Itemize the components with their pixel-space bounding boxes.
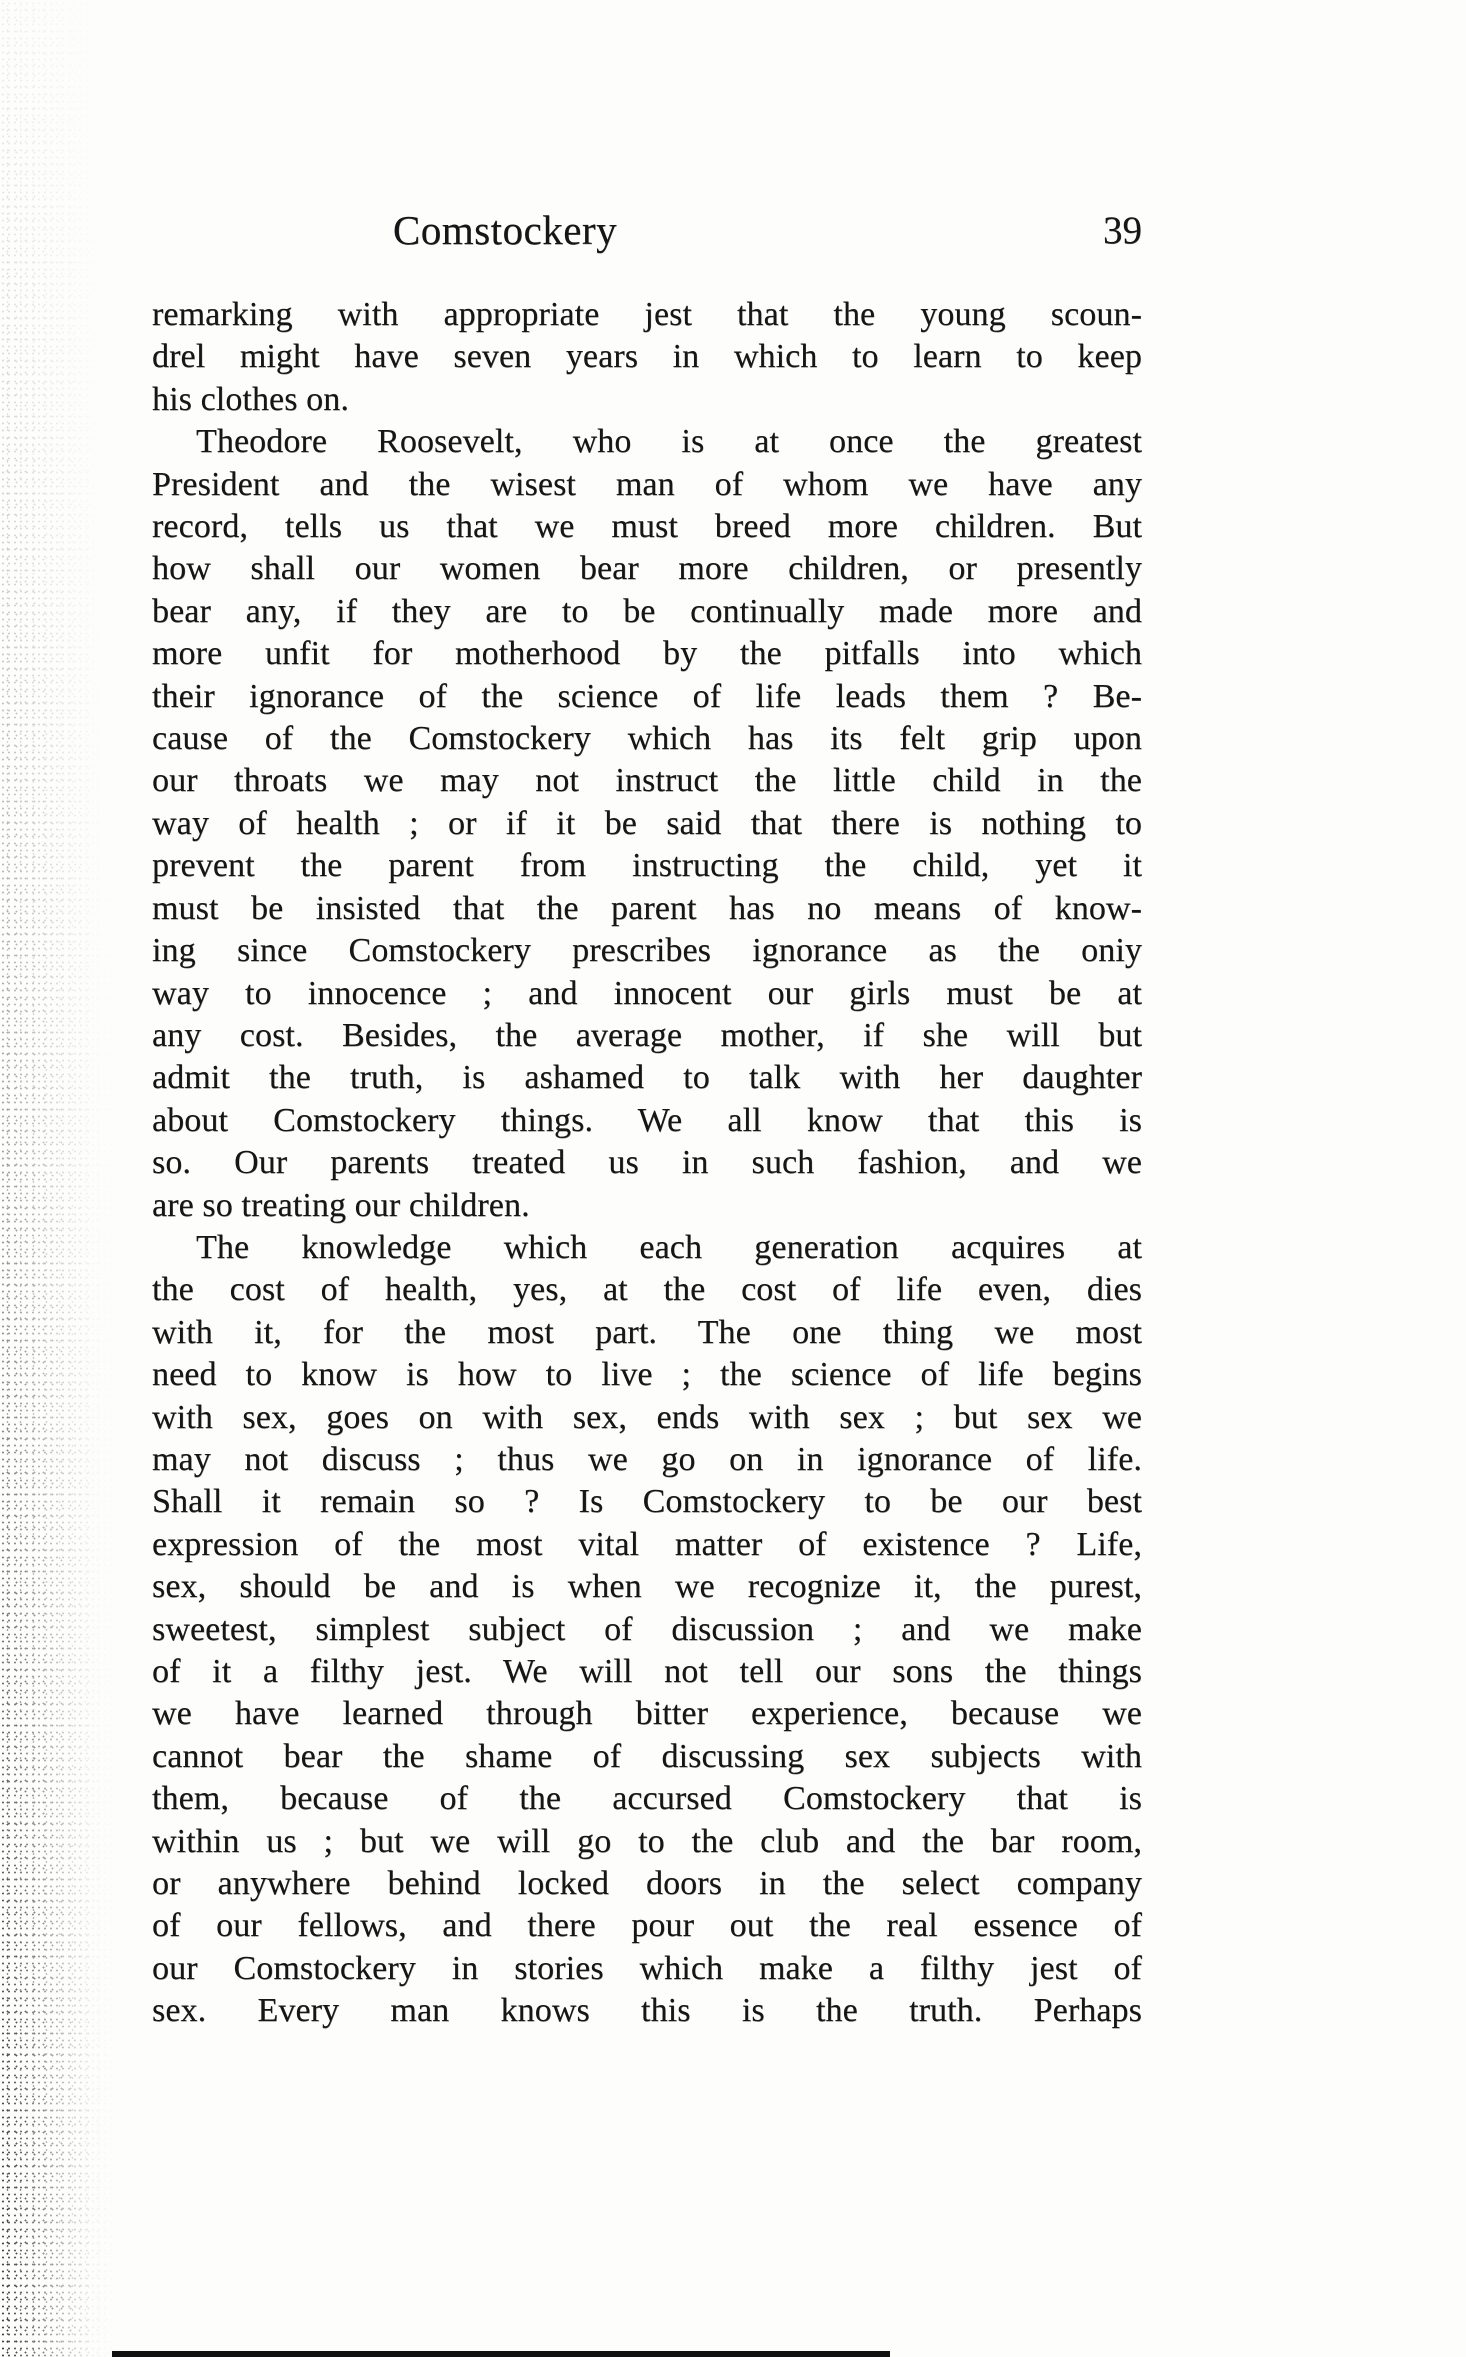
text-line: how shall our women bear more children, or presently <box>152 550 1142 588</box>
scan-noise-left-margin <box>0 0 118 2357</box>
text-line: more unfit for motherhood by the pitfalls into which <box>152 635 1142 673</box>
text-line: sex. Every man knows this is the truth. Perhaps <box>152 1992 1142 2030</box>
text-line: his clothes on. <box>152 380 349 418</box>
text-line: expression of the most vital matter of existence ? Life, <box>152 1525 1142 1563</box>
text-line: The knowledge which each generation acquires at <box>196 1228 1142 1266</box>
text-line: must be insisted that the parent has no means of know- <box>152 889 1142 927</box>
text-line: remarking with appropriate jest that the young scoun- <box>152 296 1142 333</box>
text-line: or anywhere behind locked doors in the select company <box>152 1865 1142 1903</box>
text-line: within us ; but we will go to the club and the bar room, <box>152 1822 1142 1860</box>
text-line: with sex, goes on with sex, ends with sex ; but sex we <box>152 1398 1142 1436</box>
text-line: of it a filthy jest. We will not tell our sons the things <box>152 1653 1142 1690</box>
text-line: need to know is how to live ; the science of life begins <box>152 1356 1142 1394</box>
text-line: so. Our parents treated us in such fashion, and we <box>152 1144 1142 1182</box>
text-line: prevent the parent from instructing the child, yet it <box>152 847 1142 885</box>
text-line: bear any, if they are to be continually made more and <box>152 592 1142 630</box>
text-line: Theodore Roosevelt, who is at once the greatest <box>196 423 1142 461</box>
text-line: cause of the Comstockery which has its felt grip upon <box>152 720 1142 758</box>
text-line: their ignorance of the science of life leads them ? Be- <box>152 677 1142 715</box>
running-head <box>0 206 1466 258</box>
text-line: with it, for the most part. The one thing we most <box>152 1313 1142 1351</box>
text-line: our throats we may not instruct the little child in the <box>152 762 1142 800</box>
text-line: record, tells us that we must breed more children. But <box>152 508 1142 546</box>
page-title: Comstockery <box>392 207 618 253</box>
text-line: way to innocence ; and innocent our girls must be at <box>152 974 1142 1012</box>
text-line: we have learned through bitter experience, because we <box>152 1695 1142 1733</box>
text-line: President and the wisest man of whom we have any <box>152 465 1142 503</box>
page-number: 39 <box>1103 209 1142 252</box>
text-line: about Comstockery things. We all know that this is <box>152 1101 1142 1139</box>
text-line: of our fellows, and there pour out the real essence of <box>152 1907 1142 1945</box>
page-text <box>152 294 1142 2033</box>
text-line: the cost of health, yes, at the cost of life even, dies <box>152 1271 1142 1309</box>
text-line: sweetest, simplest subject of discussion ; and we make <box>152 1610 1142 1648</box>
text-line: any cost. Besides, the average mother, if she will but <box>152 1016 1142 1054</box>
text-line: them, because of the accursed Comstockery that is <box>152 1780 1142 1818</box>
text-line: our Comstockery in stories which make a filthy jest of <box>152 1949 1142 1987</box>
text-line: admit the truth, is ashamed to talk with her daughter <box>152 1059 1142 1097</box>
text-line: ing since Comstockery prescribes ignorance as the oniy <box>152 932 1142 970</box>
text-line: sex, should be and is when we recognize it, the purest, <box>152 1568 1142 1606</box>
text-line: are so treating our children. <box>152 1186 530 1224</box>
text-line: cannot bear the shame of discussing sex subjects with <box>152 1737 1142 1775</box>
scan-artifact-bottom-bar <box>112 2351 890 2357</box>
text-line: Shall it remain so ? Is Comstockery to be our best <box>152 1483 1142 1521</box>
text-line: drel might have seven years in which to learn to keep <box>152 338 1142 376</box>
text-line: may not discuss ; thus we go on in ignorance of life. <box>152 1440 1142 1478</box>
text-line: way of health ; or if it be said that there is nothing to <box>152 804 1142 842</box>
